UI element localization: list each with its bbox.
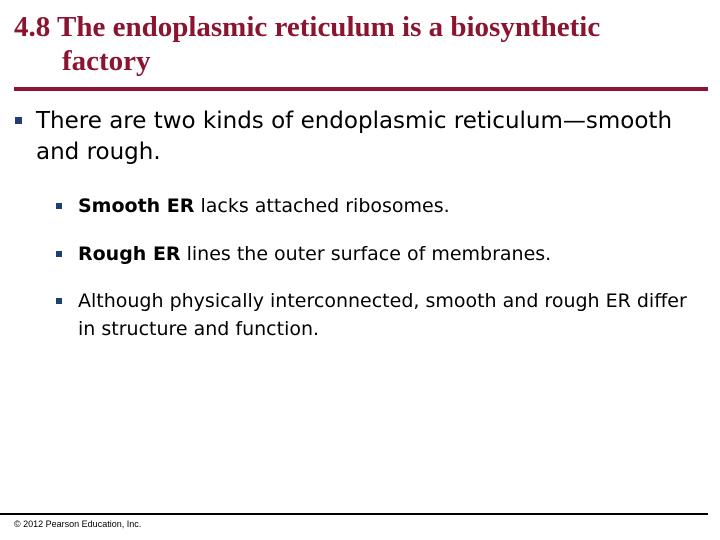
sub-bullet-rough-er	[54, 240, 704, 268]
sub-bullet-bold-term: Smooth ER	[78, 195, 195, 217]
copyright-footer: © 2012 Pearson Education, Inc.	[14, 519, 142, 529]
main-bullet	[14, 106, 704, 168]
main-bullet-text: There are two kinds of endoplasmic reticulum—smooth and rough.	[36, 108, 673, 165]
slide-title-line-2: factory	[62, 45, 151, 77]
sub-bullet-text: lines the outer surface of membranes.	[180, 243, 552, 265]
sub-bullet-interconnected	[54, 287, 704, 343]
title-divider	[14, 87, 708, 91]
sub-bullet-text: lacks attached ribosomes.	[194, 195, 450, 217]
footer-divider	[0, 513, 708, 515]
square-bullet-icon	[56, 298, 62, 304]
sub-bullet-smooth-er	[54, 192, 704, 220]
slide-title-line-1: 4.8 The endoplasmic reticulum is a biosynthetic	[14, 11, 601, 43]
sub-bullet-text: Although physically interconnected, smooth and rough ER differ in structure and function.	[78, 290, 687, 340]
sub-bullet-bold-term: Rough ER	[78, 243, 181, 265]
square-bullet-icon	[56, 251, 62, 257]
square-bullet-icon	[15, 117, 22, 124]
slide-title	[14, 10, 704, 78]
square-bullet-icon	[56, 203, 62, 209]
